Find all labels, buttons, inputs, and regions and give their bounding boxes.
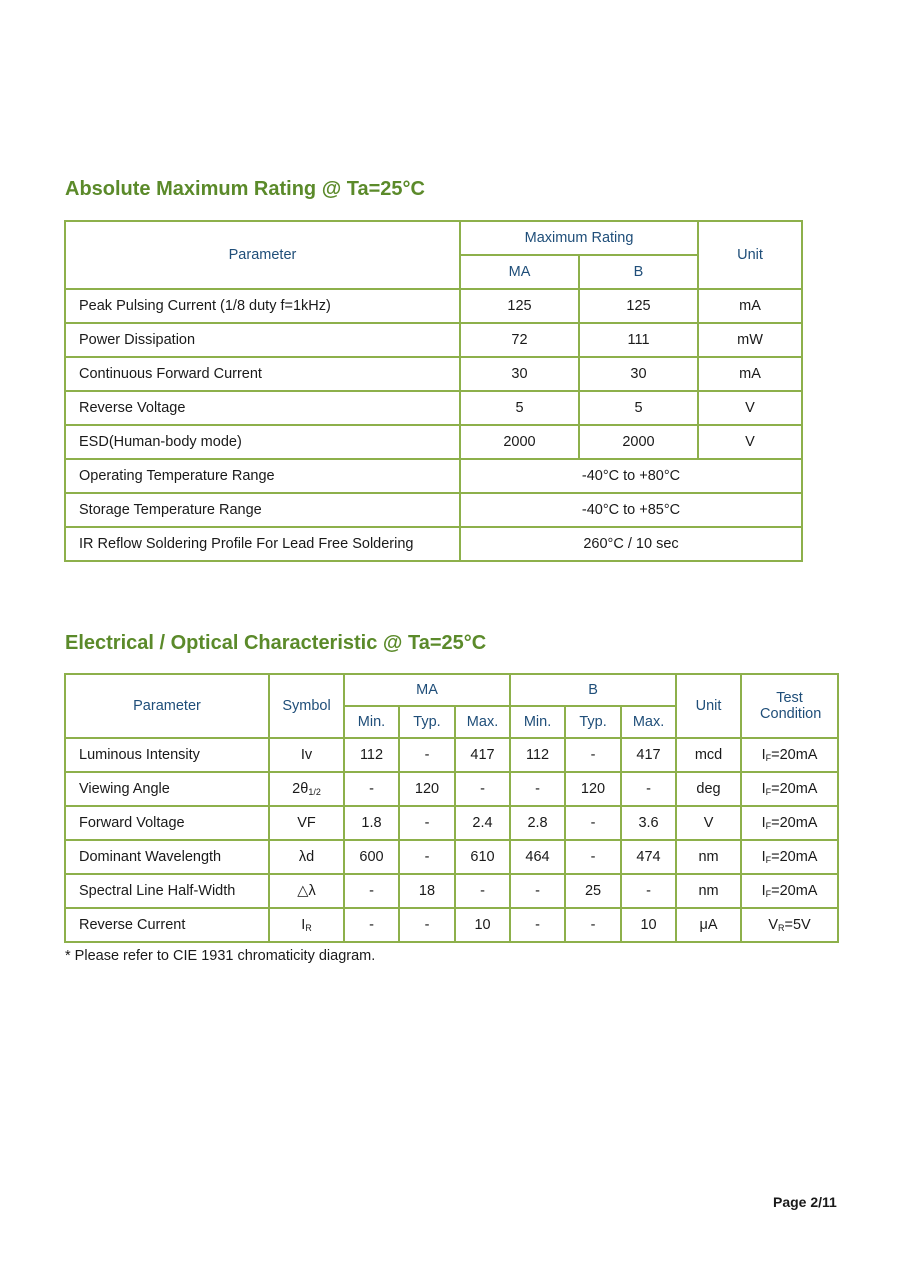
header-unit: Unit [676,674,741,738]
header-b-min: Min. [510,706,565,738]
ma-typ-cell: 120 [399,772,455,806]
b-typ-cell: - [565,840,621,874]
param-cell: Luminous Intensity [65,738,269,772]
ma-max-cell: - [455,772,510,806]
unit-cell: mA [698,357,802,391]
symbol-cell: $2\theta_{1/2}$ [269,772,344,806]
param-cell: Peak Pulsing Current (1/8 duty f=1kHz) [65,289,460,323]
param-cell: Power Dissipation [65,323,460,357]
unit-cell: V [698,391,802,425]
b-typ-cell: 25 [565,874,621,908]
test-condition-cell: $I_F=20mA$ [741,840,838,874]
ma-min-cell: 1.8 [344,806,399,840]
b-typ-cell: - [565,738,621,772]
b-value: 2000 [579,425,698,459]
ma-min-cell: - [344,874,399,908]
header-b-typ: Typ. [565,706,621,738]
table-row [65,908,838,942]
value-cell: 260°C / 10 sec [460,527,802,561]
chromaticity-note: * Please refer to CIE 1931 chromaticity diagram. [65,948,376,964]
unit-cell: μA [676,908,741,942]
ma-typ-cell: - [399,840,455,874]
b-min-cell: 2.8 [510,806,565,840]
symbol-cell: $I_R$ [269,908,344,942]
param-cell: Dominant Wavelength [65,840,269,874]
table-row [65,806,838,840]
ma-typ-cell: - [399,806,455,840]
param-cell: Viewing Angle [65,772,269,806]
test-condition-cell: $I_F=20mA$ [741,738,838,772]
b-min-cell: 112 [510,738,565,772]
b-value: 125 [579,289,698,323]
table-row [65,874,838,908]
b-max-cell: 3.6 [621,806,676,840]
ma-value: 72 [460,323,579,357]
header-ma-min: Min. [344,706,399,738]
b-value: 30 [579,357,698,391]
unit-cell: mA [698,289,802,323]
table-row [65,323,802,357]
ma-max-cell: 610 [455,840,510,874]
table-row [65,738,838,772]
table-row [65,459,802,493]
header-ma-max: Max. [455,706,510,738]
b-min-cell: - [510,772,565,806]
param-cell: Spectral Line Half-Width [65,874,269,908]
ma-max-cell: 417 [455,738,510,772]
param-cell: IR Reflow Soldering Profile For Lead Free Soldering [65,527,460,561]
ma-min-cell: - [344,772,399,806]
header-parameter: Parameter [65,674,269,738]
header-max-rating: Maximum Rating [460,221,698,255]
param-cell: Reverse Current [65,908,269,942]
test-condition-cell: $I_F=20mA$ [741,772,838,806]
test-condition-cell: $I_F=20mA$ [741,874,838,908]
b-min-cell: - [510,874,565,908]
value-cell: -40°C to +80°C [460,459,802,493]
ma-max-cell: - [455,874,510,908]
param-cell: Continuous Forward Current [65,357,460,391]
unit-cell: mW [698,323,802,357]
symbol-cell: VF [269,806,344,840]
param-cell: Operating Temperature Range [65,459,460,493]
ma-min-cell: - [344,908,399,942]
b-value: 5 [579,391,698,425]
b-typ-cell: 120 [565,772,621,806]
b-value: 111 [579,323,698,357]
ma-typ-cell: - [399,738,455,772]
header-ma-typ: Typ. [399,706,455,738]
b-min-cell: - [510,908,565,942]
b-max-cell: 10 [621,908,676,942]
unit-cell: mcd [676,738,741,772]
header-test-condition: Test Condition [741,674,838,738]
section-title-absolute-max: Absolute Maximum Rating @ Ta=25°C [65,178,425,200]
unit-cell: nm [676,874,741,908]
unit-cell: nm [676,840,741,874]
b-max-cell: 417 [621,738,676,772]
b-max-cell: - [621,772,676,806]
table-row [65,425,802,459]
ma-value: 30 [460,357,579,391]
header-ma: MA [460,255,579,289]
param-cell: Reverse Voltage [65,391,460,425]
b-typ-cell: - [565,806,621,840]
unit-cell: V [698,425,802,459]
symbol-cell: Iv [269,738,344,772]
b-max-cell: 474 [621,840,676,874]
electrical-optical-table [64,673,839,943]
ma-min-cell: 600 [344,840,399,874]
ma-value: 5 [460,391,579,425]
header-unit: Unit [698,221,802,289]
table-row [65,772,838,806]
absolute-max-rating-table [64,220,803,562]
param-cell: ESD(Human-body mode) [65,425,460,459]
header-b: B [510,674,676,706]
header-ma: MA [344,674,510,706]
symbol-cell: λd [269,840,344,874]
b-min-cell: 464 [510,840,565,874]
value-cell: -40°C to +85°C [460,493,802,527]
table-row [65,840,838,874]
b-typ-cell: - [565,908,621,942]
table-row [65,527,802,561]
header-parameter: Parameter [65,221,460,289]
unit-cell: V [676,806,741,840]
ma-value: 125 [460,289,579,323]
ma-typ-cell: 18 [399,874,455,908]
ma-max-cell: 10 [455,908,510,942]
param-cell: Storage Temperature Range [65,493,460,527]
table-row [65,391,802,425]
table-row [65,289,802,323]
header-symbol: Symbol [269,674,344,738]
ma-typ-cell: - [399,908,455,942]
header-b-max: Max. [621,706,676,738]
table-row [65,493,802,527]
ma-max-cell: 2.4 [455,806,510,840]
header-b: B [579,255,698,289]
symbol-cell: △λ [269,874,344,908]
b-max-cell: - [621,874,676,908]
ma-min-cell: 112 [344,738,399,772]
param-cell: Forward Voltage [65,806,269,840]
unit-cell: deg [676,772,741,806]
test-condition-cell: $V_R=5V$ [741,908,838,942]
section-title-electrical-optical: Electrical / Optical Characteristic @ Ta=25°C [65,632,487,654]
test-condition-cell: $I_F=20mA$ [741,806,838,840]
table-row [65,357,802,391]
ma-value: 2000 [460,425,579,459]
page-number: Page 2/11 [773,1194,837,1210]
